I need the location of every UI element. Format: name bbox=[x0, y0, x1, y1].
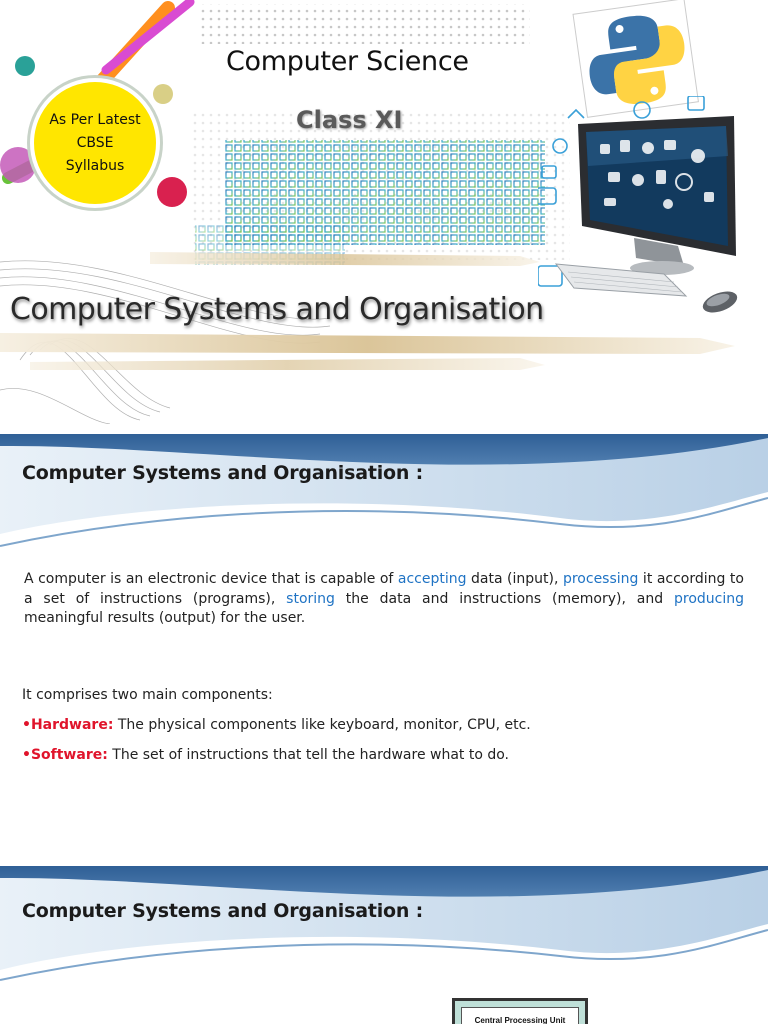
subject-title: Computer Science bbox=[226, 46, 469, 77]
badge-line-2: CBSE bbox=[76, 134, 114, 151]
components-lead: It comprises two main components: bbox=[22, 687, 273, 703]
list-item-software bbox=[22, 747, 509, 763]
header-wave-band bbox=[0, 866, 768, 986]
keyword-accepting: accepting bbox=[397, 571, 467, 587]
header-wave-band bbox=[0, 434, 768, 554]
chapter-title: Computer Systems and Organisation bbox=[10, 292, 544, 327]
content-slide-definition bbox=[0, 434, 768, 846]
badge-line-3: Syllabus bbox=[65, 157, 125, 174]
intro-text-2: data (input), bbox=[466, 571, 563, 587]
intro-text-5: meaningful results (output) for the user. bbox=[24, 610, 306, 626]
desc-software: The set of instructions that tell the hardware what to do. bbox=[107, 747, 510, 763]
cpu-block bbox=[452, 998, 588, 1024]
intro-text-3: it according to a set of instructions (programs), bbox=[24, 571, 744, 607]
slide-heading: Computer Systems and Organisation : bbox=[22, 900, 424, 922]
cpu-label: Central Processing Unit bbox=[461, 1007, 579, 1024]
desc-hardware: The physical components like keyboard, monitor, CPU, etc. bbox=[113, 717, 531, 733]
keyword-producing: producing bbox=[673, 590, 744, 607]
term-hardware: •Hardware: bbox=[22, 717, 114, 733]
content-slide-diagram bbox=[0, 866, 768, 1024]
keyword-storing: storing bbox=[286, 590, 335, 607]
slide-separator bbox=[0, 424, 768, 434]
class-label: Class XI bbox=[296, 106, 403, 134]
slide-separator bbox=[0, 846, 768, 866]
computer-monitor-icon bbox=[538, 96, 768, 326]
definition-paragraph bbox=[24, 570, 744, 629]
term-software: •Software: bbox=[22, 747, 108, 763]
list-item-hardware bbox=[22, 717, 531, 733]
intro-text-4: the data and instructions (memory), and bbox=[334, 590, 674, 607]
keyword-processing: processing bbox=[562, 571, 639, 587]
syllabus-badge bbox=[30, 78, 160, 208]
slide-heading: Computer Systems and Organisation : bbox=[22, 462, 424, 484]
cover-slide bbox=[0, 0, 768, 424]
intro-text-1: A computer is an electronic device that is capable of bbox=[24, 571, 398, 587]
badge-line-1: As Per Latest bbox=[49, 111, 141, 128]
